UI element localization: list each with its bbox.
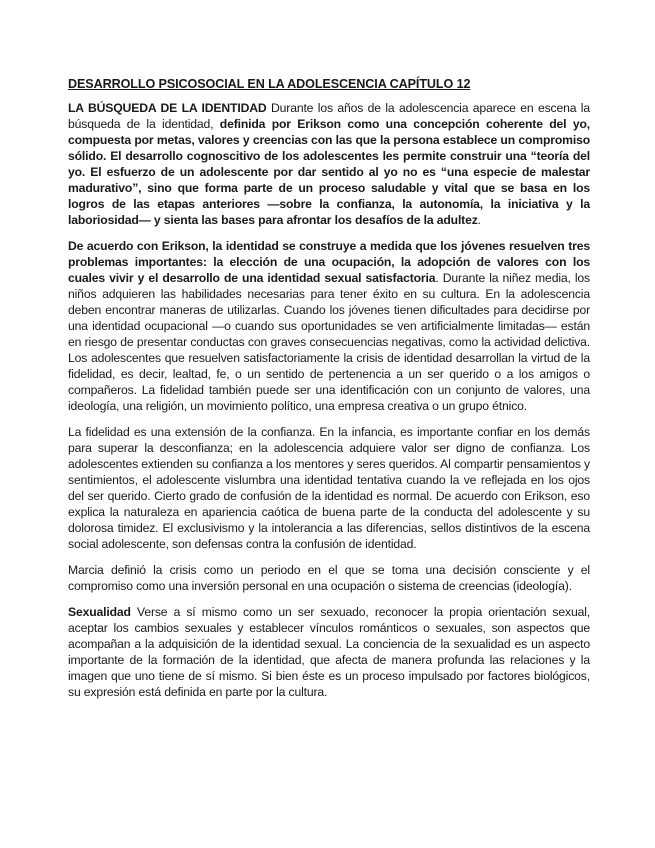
section-heading-identity: LA BÚSQUEDA DE LA IDENTIDAD (68, 101, 267, 115)
paragraph-marcia: Marcia definió la crisis como un periodo en el que se toma una decisión consciente y el compromiso como una inversión personal en una ocupación o sistema de creencias (ideología). (68, 563, 590, 593)
paragraph-text: . Durante la niñez media, los niños adquieren las habilidades necesarias para tener éxito en su cultura. En la adolescencia deben encontrar maneras de utilizarlas. Cuando los jóvenes tienen dificultades para decidirse por una identidad ocupacional —o cuando sus oportunidades se ven artificialmente limitadas— están en riesgo de presentar conductas con graves consecuencias negativas, como la actividad delictiva. Los adolescentes que resuelven satisfactoriamente la crisis de identidad desarrollan la virtud de la fidelidad, es decir, lealtad, fe, o un sentido de pertenencia a un ser querido o a los amigos o compañeros. La fidelidad también puede ser una identificación con un conjunto de valores, una ideología, una religión, un movimiento político, una empresa creativa o un grupo étnico. (68, 271, 591, 413)
paragraph-erikson-problems (68, 238, 590, 414)
paragraph-text: . (477, 213, 481, 227)
paragraph-text: Durante los años de la adolescencia aparece en escena la búsqueda de la identidad, (68, 101, 590, 131)
paragraph-identity-search (68, 100, 590, 228)
paragraph-text: Verse a sí mismo como un ser sexuado, reconocer la propia orientación sexual, aceptar los cambios sexuales y establecer vínculos románticos o sexuales, son aspectos que acompañan a la adquisición de la identidad sexual. La conciencia de la sexualidad es un aspecto importante de la formación de la identidad, que afecta de manera profunda las relaciones y la imagen que uno tiene de sí mismo. Si bien éste es un proceso impulsado por factores biológicos, su expresión está definida en parte por la cultura. (68, 605, 590, 699)
document-page (68, 76, 590, 710)
paragraph-fidelity: La fidelidad es una extensión de la confianza. En la infancia, es importante confiar en los demás para superar la desconfianza; en la adolescencia adquiere valor ser digno de confianza. Los adolescentes extienden su confianza a los mentores y seres queridos. Al compartir pensamientos y sentimientos, el adolescente vislumbra una identidad tentativa cuando la ve reflejada en los ojos del ser querido. Cierto grado de confusión de la identidad es normal. De acuerdo con Erikson, eso explica la naturaleza en apariencia caótica de buena parte de la conducta del adolescente y su dolorosa timidez. El exclusivismo y la intolerancia a las diferencias, sellos distintivos de la escena social adolescente, son defensas contra la confusión de identidad. (68, 425, 590, 551)
paragraph-sexuality (68, 604, 590, 700)
document-title: DESARROLLO PSICOSOCIAL EN LA ADOLESCENCIA CAPÍTULO 12 (68, 77, 471, 91)
section-heading-sexuality: Sexualidad (68, 605, 131, 619)
paragraph-emphasis: definida por Erikson como una concepción coherente del yo, compuesta por metas, valores y creencias con las que la persona establece un compromiso sólido. El desarrollo cognoscitivo de los adolescentes les permite construir una “teoría del yo. El esfuerzo de un adolescente por dar sentido al yo no es “una especie de malestar madurativo”, sino que forma parte de un proceso saludable y vital que se basa en los logros de las etapas anteriores —sobre la confianza, la autonomía, la iniciativa y la laboriosidad— y sienta las bases para afrontar los desafíos de la adultez (68, 117, 590, 227)
paragraph-emphasis: De acuerdo con Erikson, la identidad se construye a medida que los jóvenes resuelven tres problemas importantes: la elección de una ocupación, la adopción de valores con los cuales vivir y el desarrollo de una identidad sexual satisfactoria (68, 239, 590, 285)
